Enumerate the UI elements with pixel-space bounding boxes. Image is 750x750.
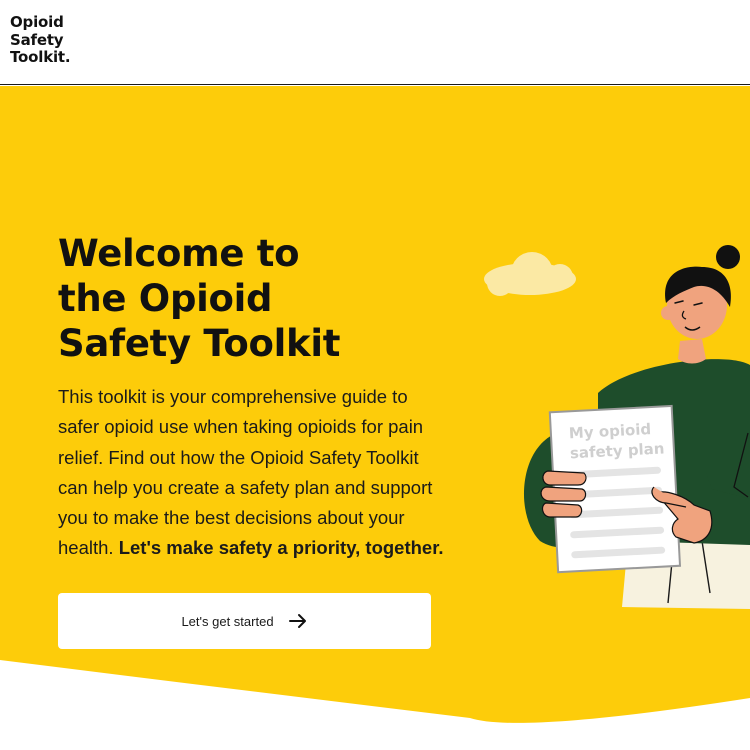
hero-section bbox=[0, 86, 750, 750]
title-line-3: Safety Toolkit bbox=[58, 322, 341, 365]
neck bbox=[678, 339, 706, 364]
logo-line-3: Toolkit. bbox=[10, 48, 71, 66]
logo-line-2: Safety bbox=[10, 30, 64, 49]
logo-line-1: Opioid bbox=[10, 13, 64, 31]
title-line-2: the Opioid bbox=[58, 277, 273, 320]
get-started-button[interactable] bbox=[58, 593, 431, 649]
description-emphasis: Let's make safety a priority, together. bbox=[118, 537, 444, 559]
top-header bbox=[0, 0, 750, 85]
arrow-right-icon bbox=[288, 611, 308, 631]
left-hand bbox=[541, 471, 586, 517]
clipboard-title-line-1: My opioid bbox=[568, 420, 652, 443]
site-logo[interactable] bbox=[10, 14, 70, 67]
hero-description bbox=[58, 382, 453, 564]
get-started-label: Let's get started bbox=[181, 613, 274, 629]
person-head bbox=[661, 245, 740, 339]
description-text: This toolkit is your comprehensive guide to safer opioid use when taking opioids for pain relief. Find out how the Opioid Safety Toolkit can help you create a safety plan and support you to make the best decisions about your health. bbox=[58, 386, 433, 559]
title-line-1: Welcome to bbox=[58, 232, 300, 275]
page-title bbox=[58, 231, 418, 366]
safety-plan-illustration bbox=[480, 241, 750, 611]
clipboard-title-line-2: safety plan bbox=[569, 439, 665, 463]
cloud-icon bbox=[484, 252, 576, 296]
